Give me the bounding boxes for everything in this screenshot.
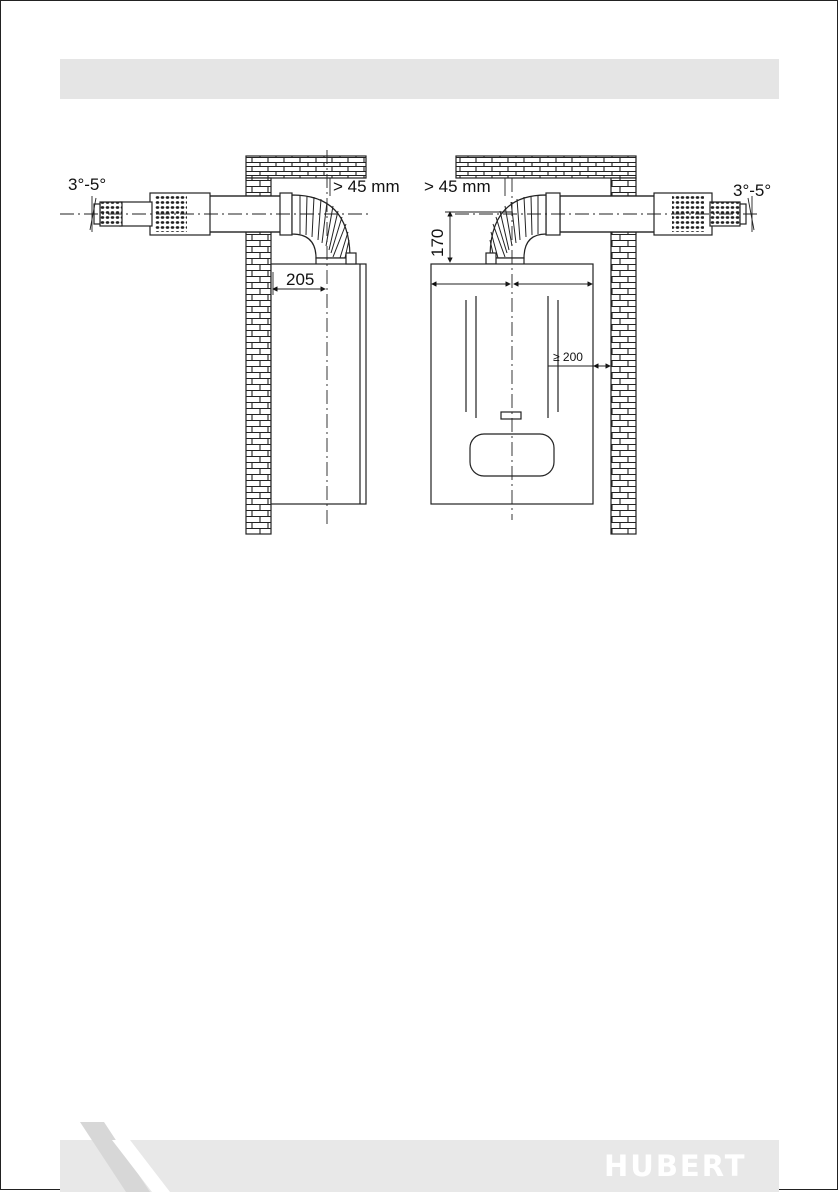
clearance-label-right: > 45 mm — [424, 177, 491, 196]
angle-label-right: 3°-5° — [733, 181, 772, 200]
wall-offset-label: 205 — [286, 270, 315, 289]
angle-label-left: 3°-5° — [68, 175, 107, 194]
height-offset-label: 170 — [428, 228, 447, 257]
clearance-label-left: > 45 mm — [333, 177, 400, 196]
brand-logo: HUBERT — [604, 1149, 747, 1183]
side-clearance-label: ≥ 200 — [553, 350, 583, 364]
